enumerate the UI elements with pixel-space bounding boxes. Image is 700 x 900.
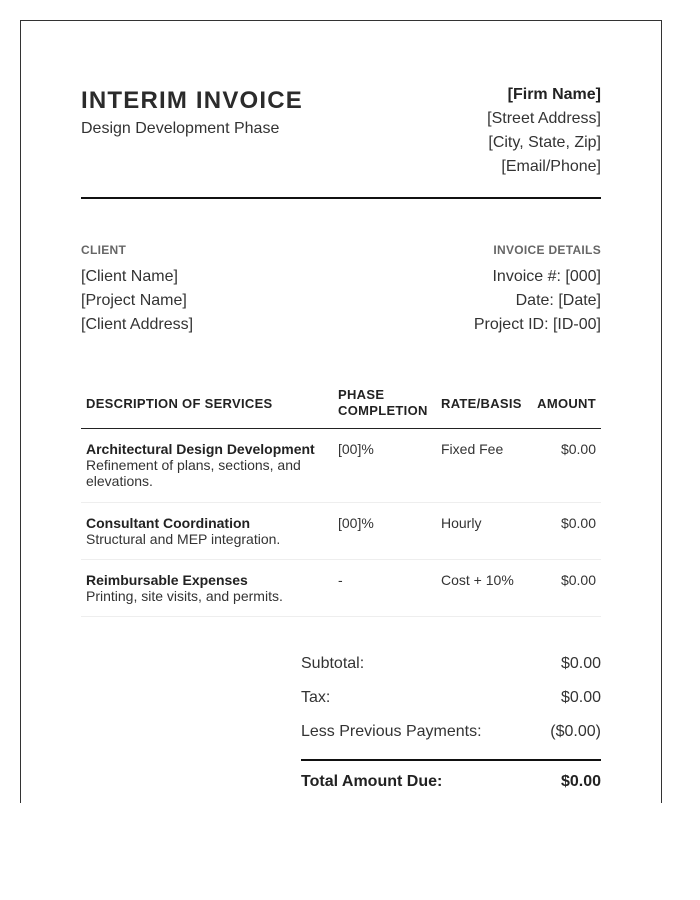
header-description: DESCRIPTION OF SERVICES (86, 396, 273, 411)
row-amount: $0.00 (560, 572, 596, 588)
invoice-details-label: INVOICE DETAILS (493, 243, 601, 257)
row-rate: Hourly (441, 515, 482, 531)
table-row (81, 429, 601, 503)
row-detail: Refinement of plans, sections, and elevations. (86, 457, 301, 489)
row-detail: Printing, site visits, and permits. (86, 588, 283, 604)
header-phase-line1: PHASE (338, 387, 385, 402)
client-project: [Project Name] (81, 292, 187, 309)
subtotal-label: Subtotal: (301, 655, 365, 672)
total-due-label: Total Amount Due: (301, 773, 443, 790)
client-block (81, 265, 193, 337)
row-description (86, 441, 331, 489)
client-label: CLIENT (81, 243, 127, 257)
row-title: Architectural Design Development (86, 441, 315, 457)
invoice-subtitle: Design Development Phase (81, 120, 280, 137)
invoice-project-id: Project ID: [ID-00] (473, 316, 601, 333)
firm-name: [Firm Name] (507, 86, 601, 103)
header-amount: AMOUNT (537, 396, 596, 411)
firm-info (487, 83, 601, 179)
row-phase: [00]% (338, 515, 374, 531)
previous-payments-label: Less Previous Payments: (301, 723, 482, 740)
invoice-title: INTERIM INVOICE (81, 87, 304, 114)
table-row (81, 560, 601, 617)
header-phase (338, 387, 428, 419)
row-detail: Structural and MEP integration. (86, 531, 281, 547)
firm-street: [Street Address] (487, 110, 601, 127)
total-due-value: $0.00 (560, 773, 601, 790)
header-divider (81, 197, 601, 199)
previous-payments-value: ($0.00) (550, 723, 601, 740)
row-title: Reimbursable Expenses (86, 572, 248, 588)
header-phase-line2: COMPLETION (338, 403, 428, 418)
invoice-date: Date: [Date] (515, 292, 601, 309)
invoice-details-block (474, 265, 601, 337)
table-row (81, 503, 601, 560)
firm-contact: [Email/Phone] (501, 158, 601, 175)
invoice-number: Invoice #: [000] (492, 268, 601, 285)
row-rate: Cost + 10% (441, 572, 514, 588)
row-phase: - (338, 572, 343, 588)
invoice-sheet (20, 20, 662, 803)
header-rate: RATE/BASIS (441, 396, 522, 411)
firm-city: [City, State, Zip] (488, 134, 601, 151)
totals-divider (301, 759, 601, 761)
client-name: [Client Name] (81, 268, 178, 285)
row-phase: [00]% (338, 441, 374, 457)
row-amount: $0.00 (560, 515, 596, 531)
subtotal-value: $0.00 (560, 655, 601, 672)
tax-value: $0.00 (560, 689, 601, 706)
row-description (86, 515, 331, 547)
services-table-header (81, 385, 601, 429)
tax-label: Tax: (301, 689, 331, 706)
row-rate: Fixed Fee (441, 441, 504, 457)
row-amount: $0.00 (560, 441, 596, 457)
row-title: Consultant Coordination (86, 515, 251, 531)
row-description (86, 572, 331, 604)
client-address: [Client Address] (81, 316, 194, 333)
